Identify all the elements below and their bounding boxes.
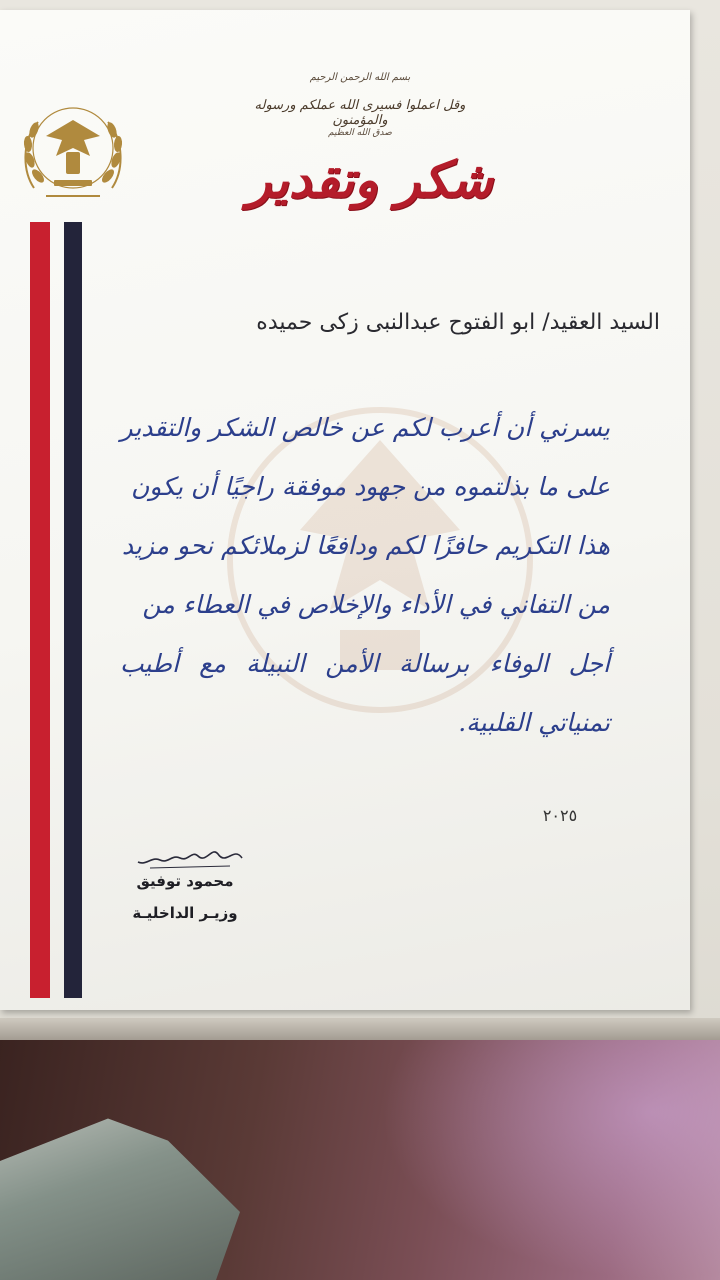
table-reflection — [380, 1040, 720, 1280]
police-eagle-emblem-icon — [16, 100, 130, 206]
signer-title: وزيـر الداخليـة — [132, 904, 238, 922]
signer-name: محمود توفيق — [136, 872, 234, 890]
flag-stripe-black — [64, 222, 82, 998]
year: ٢٠٢٥ — [542, 806, 578, 825]
quran-verse: وقل اعملوا فسيرى الله عملكم ورسوله والمؤمنون — [254, 98, 466, 128]
body-line: من التفاني في الأداء والإخلاص في العطاء من — [142, 590, 610, 619]
verse-reference: صدق الله العظيم — [328, 128, 392, 138]
recipient-name: السيد العقيد/ ابو الفتوح عبدالنبى زكى حميده — [256, 310, 660, 335]
basmala: بسم الله الرحمن الرحيم — [309, 72, 411, 83]
flag-stripe-red — [30, 222, 50, 998]
body-line: على ما بذلتموه من جهود موفقة راجيًا أن يكون — [130, 472, 610, 501]
body-line: هذا التكريم حافزًا لكم ودافعًا لزملائكم نحو مزيد — [121, 531, 610, 560]
body-line: يسرني أن أعرب لكم عن خالص الشكر والتقدير — [120, 413, 610, 442]
handwritten-signature-icon — [130, 840, 250, 874]
certificate-body — [120, 398, 610, 752]
certificate-title: شكر وتقدير — [247, 150, 493, 209]
table-edge — [0, 1018, 720, 1040]
body-line: أجل الوفاء برسالة الأمن النبيلة مع أطيب تمنياتي القلبية. — [120, 649, 610, 737]
